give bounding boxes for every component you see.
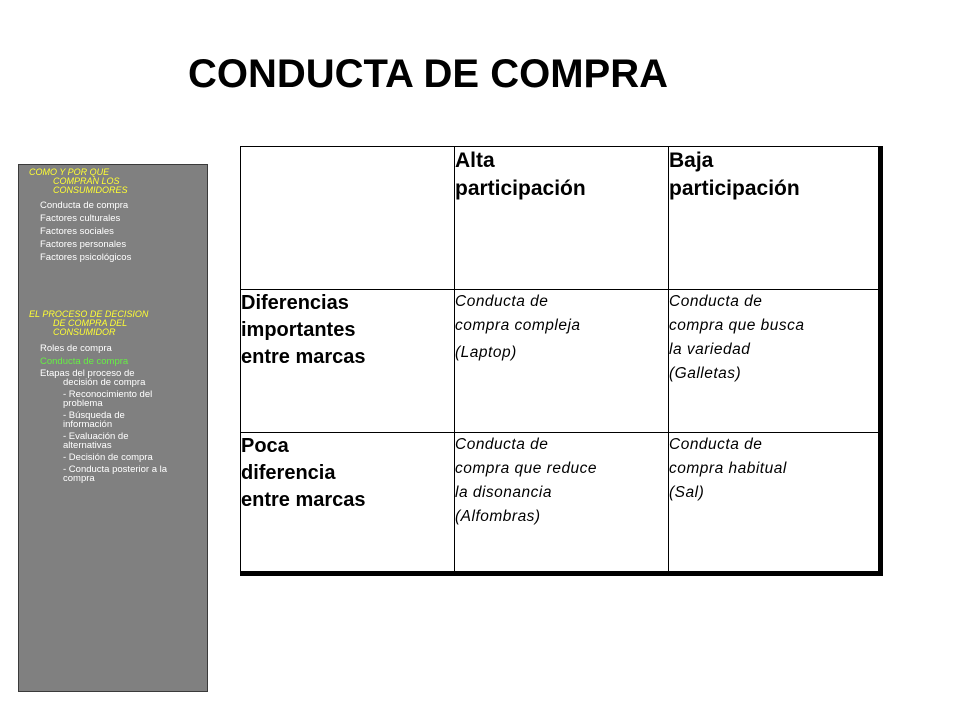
sidebar-item-conducta-de-compra[interactable]: Conducta de compra [40, 200, 129, 211]
cell-example: (Galletas) [669, 365, 742, 382]
cell-line: compra compleja [455, 317, 581, 334]
sidebar-item-etapas[interactable] [19, 369, 207, 387]
cell-line: Conducta de [669, 436, 763, 453]
header-line: Poca [241, 435, 289, 457]
sidebar-section-proceso-de-decision[interactable] [19, 310, 207, 337]
cell-line: compra que busca [669, 317, 805, 334]
sidebar-subitem-busqueda[interactable] [19, 411, 207, 429]
page-title: CONDUCTA DE COMPRA [188, 52, 668, 96]
sidebar-item-factores-personales[interactable]: Factores personales [40, 239, 127, 250]
sidebar-subitem-evaluacion[interactable] [19, 432, 207, 450]
sidebar-item-line: - Decisión de compra [63, 452, 153, 463]
sidebar-section-line: COMPRAN LOS [53, 176, 120, 186]
sidebar-item-factores-culturales[interactable]: Factores culturales [40, 213, 121, 224]
matrix-cell-busca-variedad [669, 290, 881, 433]
cell-line: Conducta de [455, 436, 549, 453]
sidebar-item-line: alternativas [63, 440, 112, 451]
header-line: Diferencias [241, 292, 349, 314]
purchase-behavior-matrix [240, 146, 883, 576]
cell-example: (Laptop) [455, 344, 517, 361]
header-line: Alta [455, 149, 495, 172]
cell-line: la variedad [669, 341, 751, 358]
row-header-diferencias-importantes [241, 290, 455, 433]
sidebar-section-como-y-por-que[interactable] [19, 168, 207, 195]
row-header-poca-diferencia [241, 433, 455, 574]
sidebar-item-line: decisión de compra [63, 377, 146, 388]
sidebar-section-line: DE COMPRA DEL [53, 318, 128, 328]
header-line: entre marcas [241, 346, 366, 368]
cell-line: Conducta de [455, 293, 549, 310]
sidebar-item-line: problema [63, 398, 103, 409]
sidebar-item-line: - Evaluación de [63, 431, 129, 442]
sidebar-item-line: información [63, 419, 113, 430]
matrix-corner-cell [241, 147, 455, 290]
sidebar-subitem-conducta-posterior[interactable] [19, 465, 207, 483]
cell-line: compra que reduce [455, 460, 598, 477]
header-line: participación [455, 177, 586, 200]
cell-line: compra habitual [669, 460, 787, 477]
matrix-cell-reduce-disonancia [455, 433, 669, 574]
sidebar-item-roles-de-compra[interactable]: Roles de compra [40, 343, 112, 354]
cell-line: la disonancia [455, 484, 552, 501]
sidebar-subitem-reconocimiento[interactable] [19, 390, 207, 408]
column-header-baja-participacion [669, 147, 881, 290]
sidebar-item-line: Etapas del proceso de [40, 368, 135, 379]
header-line: diferencia [241, 462, 336, 484]
sidebar-section-line: CONSUMIDORES [53, 185, 128, 195]
matrix-cell-compra-compleja [455, 290, 669, 433]
header-line: importantes [241, 319, 356, 341]
header-line: Baja [669, 149, 714, 172]
sidebar-item-factores-sociales[interactable]: Factores sociales [40, 226, 114, 237]
sidebar-subitem-decision[interactable] [19, 453, 207, 462]
matrix-cell-compra-habitual [669, 433, 881, 574]
sidebar-item-line: compra [63, 473, 95, 484]
sidebar-item-conducta-de-compra-active[interactable]: Conducta de compra [40, 356, 129, 367]
sidebar-item-line: - Búsqueda de [63, 410, 125, 421]
sidebar-item-line: - Conducta posterior a la [63, 464, 168, 475]
cell-example: (Sal) [669, 484, 705, 501]
cell-example: (Alfombras) [455, 508, 541, 525]
column-header-alta-participacion [455, 147, 669, 290]
sidebar-nav [18, 164, 208, 692]
cell-line: Conducta de [669, 293, 763, 310]
sidebar-item-factores-psicologicos[interactable]: Factores psicológicos [40, 252, 132, 263]
sidebar-section-line: CONSUMIDOR [53, 327, 116, 337]
sidebar-section-line: COMO Y POR QUE [29, 167, 110, 177]
header-line: entre marcas [241, 489, 366, 511]
sidebar-item-line: - Reconocimiento del [63, 389, 153, 400]
header-line: participación [669, 177, 800, 200]
sidebar-section-line: EL PROCESO DE DECISION [29, 309, 149, 319]
